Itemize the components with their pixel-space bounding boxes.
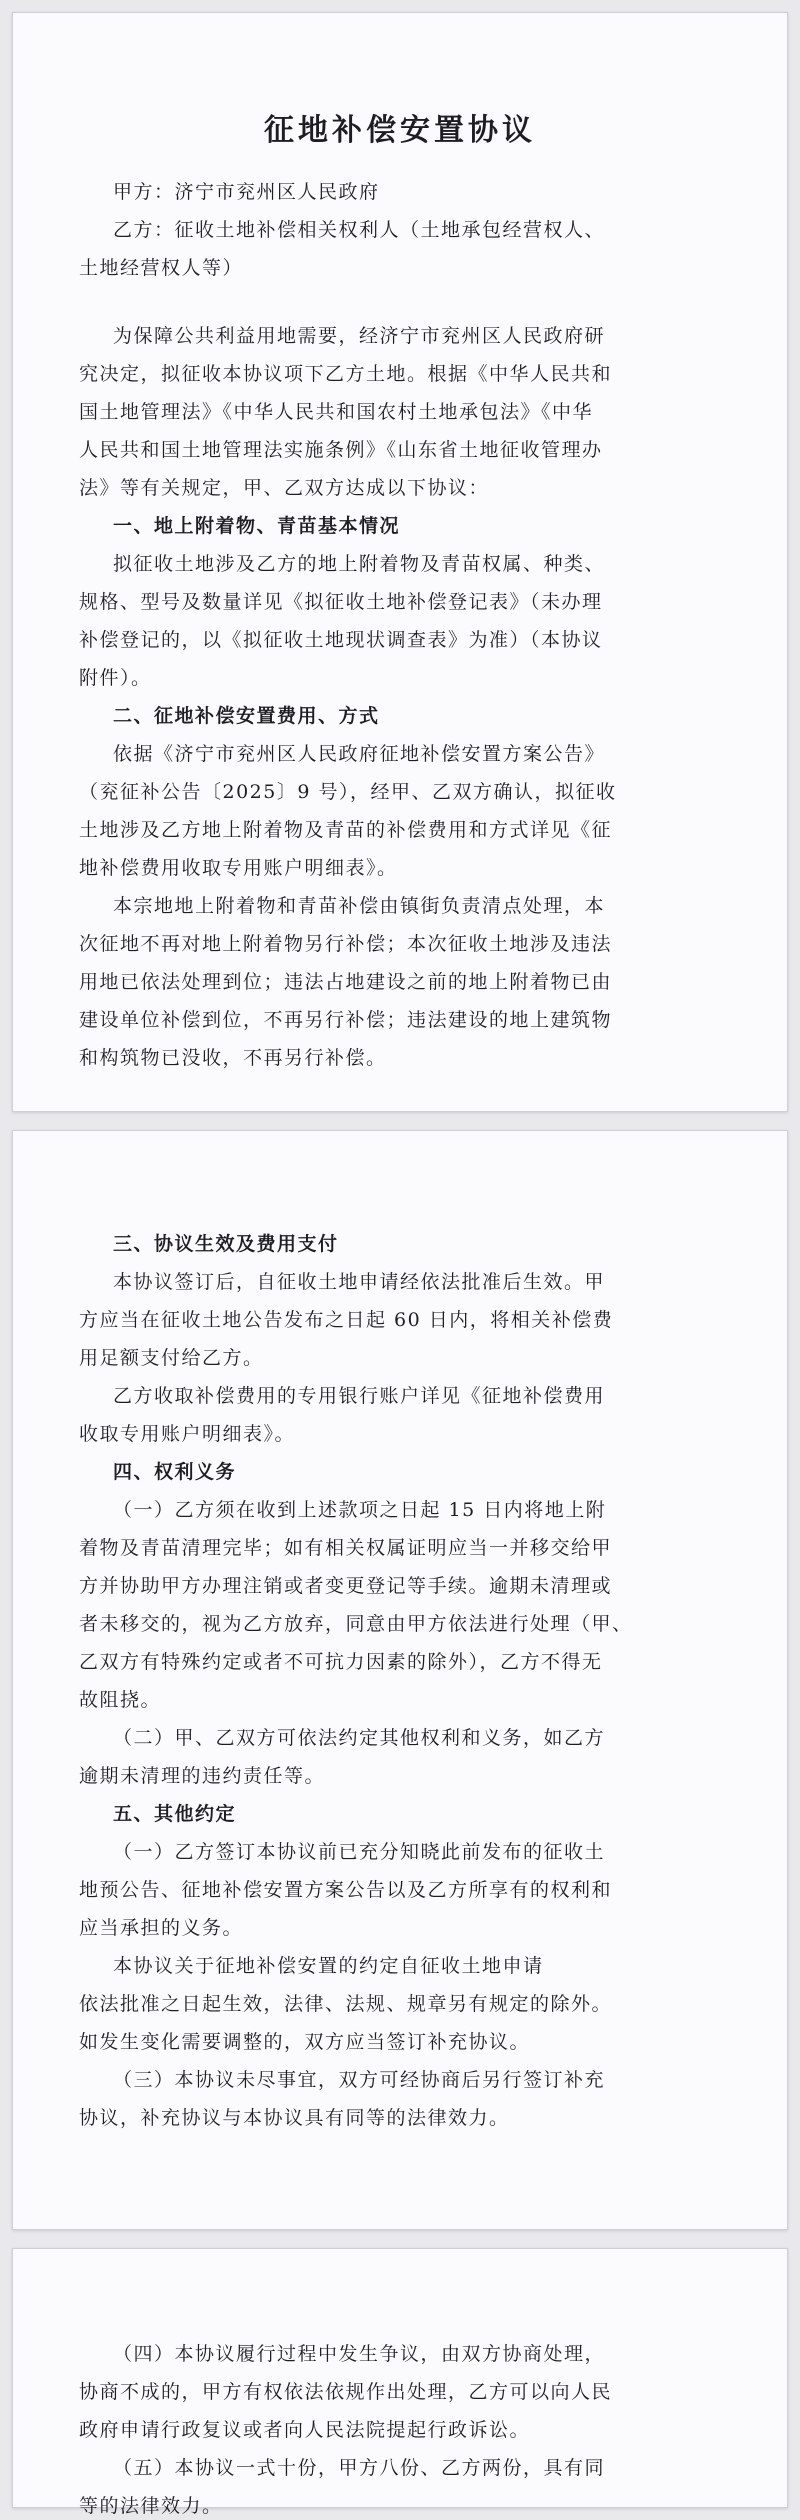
section-heading-2: 二、征地补偿安置费用、方式 [113,705,380,727]
section-5-line: 地预公告、征地补偿安置方案公告以及乙方所享有的权利和 [79,1879,613,1901]
party-a-line: 甲方：济宁市兖州区人民政府 [113,181,380,203]
section-5-line: 依法批准之日起生效，法律、法规、规章另有规定的除外。 [79,1993,613,2015]
section-heading-1: 一、地上附着物、青苗基本情况 [113,515,401,537]
section-4-line: 方并协助甲方办理注销或者变更登记等手续。逾期未清理或 [79,1575,613,1597]
document-page-1 [12,12,788,1112]
section-5-line: 协商不成的，甲方有权依法依规作出处理，乙方可以向人民 [79,2381,613,2403]
section-heading-4: 四、权利义务 [113,1461,237,1483]
party-b-line-cont: 土地经营权人等） [79,257,244,279]
section-2-line: 土地涉及乙方地上附着物及青苗的补偿费用和方式详见《征 [79,819,613,841]
section-5-line: （一）乙方签订本协议前已充分知晓此前发布的征收土 [113,1841,606,1863]
section-2-line: （兖征补公告〔2025〕9 号），经甲、乙双方确认，拟征收 [79,781,617,803]
intro-paragraph-line: 为保障公共利益用地需要，经济宁市兖州区人民政府研 [113,325,606,347]
section-5-line: 如发生变化需要调整的，双方应当签订补充协议。 [79,2031,531,2053]
section-4-line: 乙双方有特殊约定或者不可抗力因素的除外），乙方不得无 [79,1651,603,1673]
intro-paragraph-line: 国土地管理法》《中华人民共和国农村土地承包法》《中华 [79,401,594,423]
section-5-line: 协议，补充协议与本协议具有同等的法律效力。 [79,2107,510,2129]
section-5-line: 政府申请行政复议或者向人民法院提起行政诉讼。 [79,2419,531,2441]
section-5-line: 应当承担的义务。 [79,1917,244,1939]
intro-paragraph-line: 法》等有关规定，甲、乙双方达成以下协议： [79,477,490,499]
section-3-line: 方应当在征收土地公告发布之日起 60 日内，将相关补偿费 [79,1309,614,1331]
section-5-line: 等的法律效力。 [79,2495,223,2517]
section-5-line: 本协议关于征地补偿安置的约定自征收土地申请 [113,1955,544,1977]
section-3-line: 用足额支付给乙方。 [79,1347,264,1369]
section-heading-5: 五、其他约定 [113,1803,237,1825]
section-4-line: 故阻挠。 [79,1689,162,1711]
section-2-line: 建设单位补偿到位，不再另行补偿；违法建设的地上建筑物 [79,1009,613,1031]
section-5-line: （三）本协议未尽事宜，双方可经协商后另行签订补充 [113,2069,606,2091]
document-page-2 [12,1130,788,2230]
document-page-3 [12,2248,788,2517]
section-4-line: 者未移交的，视为乙方放弃，同意由甲方依法进行处理（甲、 [79,1613,633,1635]
section-2-line: 次征地不再对地上附着物另行补偿；本次征收土地涉及违法 [79,933,613,955]
section-1-line: 补偿登记的，以《拟征收土地现状调查表》为准）（本协议 [79,629,603,651]
section-2-line: 地补偿费用收取专用账户明细表》。 [79,857,398,879]
section-4-line: 逾期未清理的违约责任等。 [79,1765,326,1787]
section-2-line: 用地已依法处理到位；违法占地建设之前的地上附着物已由 [79,971,613,993]
section-3-line: 收取专用账户明细表》。 [79,1423,296,1445]
party-b-line: 乙方：征收土地补偿相关权利人（土地承包经营权人、 [113,219,606,241]
section-1-line: 拟征收土地涉及乙方的地上附着物及青苗权属、种类、 [113,553,606,575]
section-2-line: 和构筑物已没收，不再另行补偿。 [79,1047,387,1069]
section-5-line: （五）本协议一式十份，甲方八份、乙方两份，具有同 [113,2457,606,2479]
document-title: 征地补偿安置协议 [264,113,536,148]
section-4-line: （二）甲、乙双方可依法约定其他权利和义务，如乙方 [113,1727,606,1749]
section-5-line: （四）本协议履行过程中发生争议，由双方协商处理， [113,2343,606,2365]
section-2-line: 本宗地地上附着物和青苗补偿由镇街负责清点处理，本 [113,895,606,917]
intro-paragraph-line: 究决定，拟征收本协议项下乙方土地。根据《中华人民共和 [79,363,613,385]
section-heading-3: 三、协议生效及费用支付 [113,1233,339,1255]
section-3-line: 本协议签订后，自征收土地申请经依法批准后生效。甲 [113,1271,606,1293]
section-4-line: （一）乙方须在收到上述款项之日起 15 日内将地上附 [113,1499,607,1521]
section-4-line: 着物及青苗清理完毕；如有相关权属证明应当一并移交给甲 [79,1537,613,1559]
section-1-line: 附件）。 [79,667,152,689]
section-1-line: 规格、型号及数量详见《拟征收土地补偿登记表》（未办理 [79,591,603,613]
section-3-line: 乙方收取补偿费用的专用银行账户详见《征地补偿费用 [113,1385,606,1407]
intro-paragraph-line: 人民共和国土地管理法实施条例》《山东省土地征收管理办 [79,439,603,461]
section-2-line: 依据《济宁市兖州区人民政府征地补偿安置方案公告》 [113,743,606,765]
